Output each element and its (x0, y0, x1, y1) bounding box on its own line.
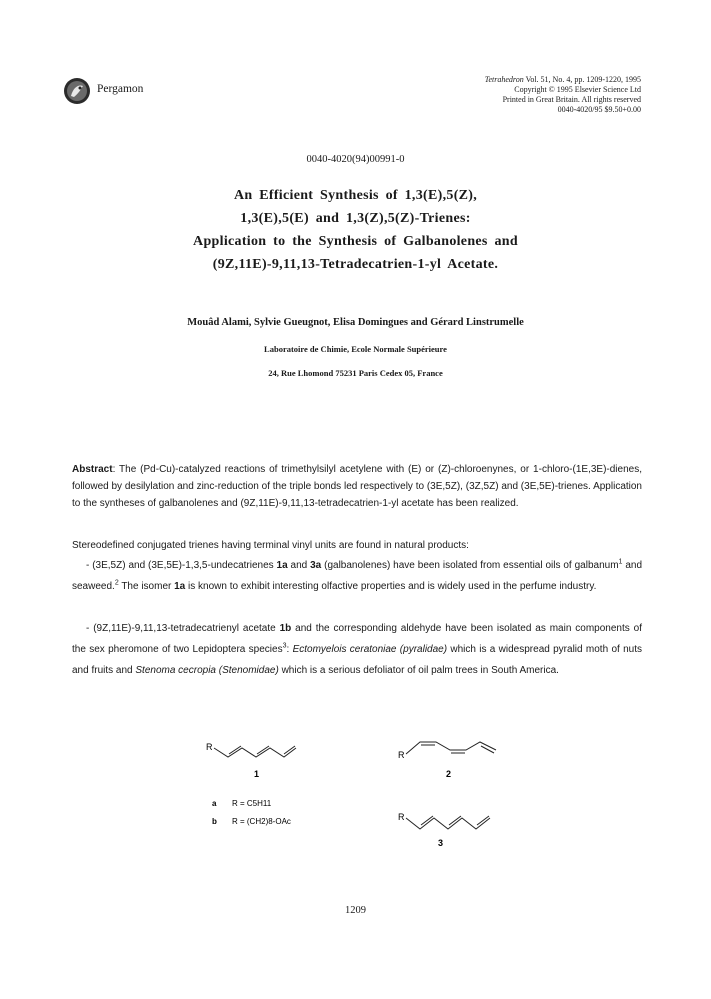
journal-info (485, 75, 641, 115)
title-line: 1,3(E),5(E) and 1,3(Z),5(Z)-Trienes: (240, 211, 471, 226)
structure-2-double-bond (481, 746, 494, 753)
legend-key-b: b (212, 817, 217, 826)
structure-3-chain (406, 818, 490, 829)
structure-1-chain (214, 748, 296, 757)
issn-line: 0040-4020/95 $9.50+0.00 (557, 105, 641, 114)
affiliation-institution: Laboratoire de Chimie, Ecole Normale Supérieure (264, 344, 447, 354)
publisher-name: Pergamon (97, 83, 144, 95)
structure-2-chain (406, 742, 496, 754)
structure-2 (398, 742, 496, 779)
structure-3 (398, 812, 490, 848)
abstract (72, 461, 642, 512)
title-line: (9Z,11E)-9,11,13-Tetradecatrien-1-yl Acetate. (212, 257, 499, 272)
abstract-label: Abstract (72, 464, 113, 475)
legend-text-b: R = (CH2)8-OAc (232, 817, 291, 826)
doi: 0040-4020(94)00991-0 (306, 154, 405, 165)
structure-2-number: 2 (446, 769, 452, 779)
paper-title (0, 184, 711, 276)
authors: Mouâd Alami, Sylvie Gueugnot, Elisa Domingues and Gérard Linstrumelle (187, 317, 524, 328)
abstract-text: : The (Pd-Cu)-catalyzed reactions of trimethylsilyl acetylene with (E) or (Z)-chloroenynes, or 1-chloro-(1E,3E)-dienes, followed by desilylation and zinc-reduction of the triple bonds led respectively to (3E,5Z), (3Z,5Z) and (3E,5E)-trienes. Application to the syntheses of galbanolenes and (9Z,11E)-9,11,13-tetradecatrien-1-yl acetate has been realized. (72, 464, 642, 509)
substituent-legend (212, 799, 291, 826)
structure-1-r-label: R (206, 742, 213, 752)
paragraph-pheromone: - (9Z,11E)-9,11,13-tetradecatrienyl acetate 1b and the corresponding aldehyde have been isolated as main components of the sex pheromone of two Lepidoptera species$^3$: Ectomyelois ceratoniae (pyralidae) which is a widespread pyralid moth of nuts and fruits and Stenoma cecropia (Stenomidae) which is a serious defoliator of oil palm trees in South America. (72, 623, 642, 676)
pergamon-logo-icon (63, 77, 91, 105)
structure-3-r-label: R (398, 812, 405, 822)
page-number: 1209 (345, 905, 366, 916)
legend-text-a: R = C5H11 (232, 799, 272, 808)
intro-paragraph: Stereodefined conjugated trienes having terminal vinyl units are found in natural products: (72, 540, 469, 551)
structure-2-r-label: R (398, 750, 405, 760)
structure-1-number: 1 (254, 769, 260, 779)
triene-structures (0, 730, 711, 860)
structure-1 (206, 742, 296, 779)
affiliation-address: 24, Rue Lhomond 75231 Paris Cedex 05, France (268, 368, 443, 378)
copyright-line: Copyright © 1995 Elsevier Science Ltd (514, 85, 641, 94)
title-line: Application to the Synthesis of Galbanolenes and (193, 234, 518, 249)
legend-key-a: a (212, 799, 217, 808)
title-line: An Efficient Synthesis of 1,3(E),5(Z), (233, 188, 478, 203)
paragraph-galbanolenes: - (3E,5Z) and (3E,5E)-1,3,5-undecatrienes 1a and 3a (galbanolenes) have been isolated from essential oils of galbanum$^1$ and seaweed.$^2$ The isomer 1a is known to exhibit interesting olfactive properties and is widely used in the perfume industry. (72, 558, 643, 592)
structure-3-number: 3 (438, 838, 444, 848)
journal-citation: Tetrahedron Vol. 51, No. 4, pp. 1209-1220, 1995 (484, 75, 641, 84)
printed-line: Printed in Great Britain. All rights reserved (502, 95, 641, 104)
